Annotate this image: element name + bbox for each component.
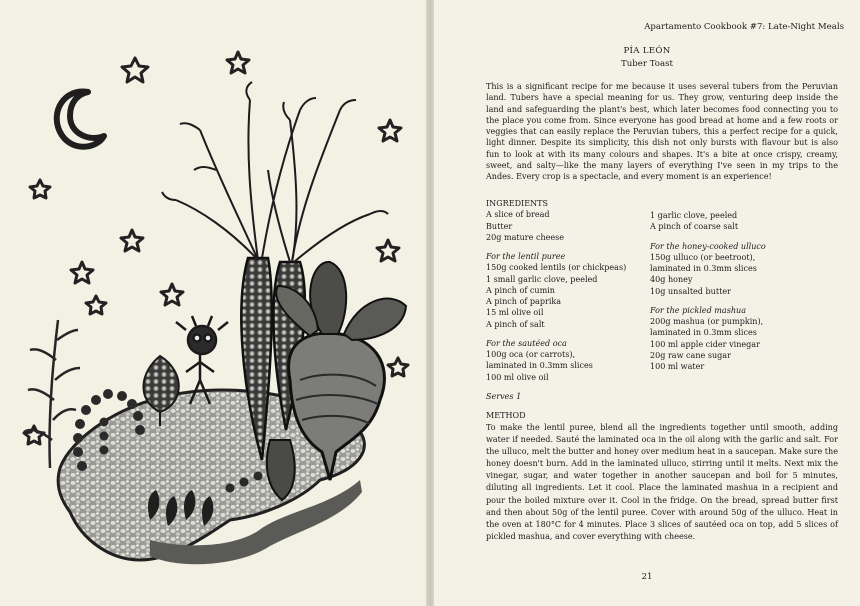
method-paragraph: To make the lentil puree, blend all the ingredients together until smooth, adding water if needed. Sauté the laminated oca in the oil along with the garlic and salt. For the ulluco, melt the butter and honey over medium heat in a saucepan. Make sure the honey doesn't burn. Add in the laminated ulluco, stirring until it melts. Next mix the vinegar, sugar, and water together in another saucepan and boil for 5 minutes, diluting all ingredients. Let it cool. Place the laminated mashua in a recipient and pour the boiled mixture over it. Cool in the fridge. On the bread, spread butter first and then about 50g of the lentil puree. Cover with around 50g of the ulluco. Heat in the oven at 180°C for 4 minutes. Place 3 slices of sautéed oca on top, add 5 slices of pickled mashua, and cover everything with cheese. bbox=[486, 423, 838, 541]
ingredients-heading: INGREDIENTS bbox=[486, 199, 549, 208]
ingredient-line: Butter bbox=[486, 221, 513, 231]
ingredient-line: 20g raw cane sugar bbox=[650, 350, 731, 360]
carrot-leaves bbox=[162, 82, 388, 262]
star-icon bbox=[388, 358, 408, 376]
method-heading: METHOD bbox=[486, 411, 526, 420]
ingredient-line: laminated in 0.3mm slices bbox=[650, 264, 757, 273]
ingredient-line: A pinch of cumin bbox=[486, 285, 555, 295]
chef-name: PÍA LEÓN bbox=[623, 46, 671, 56]
ingredient-line: 40g honey bbox=[650, 275, 693, 285]
tuber-illustration bbox=[0, 0, 428, 606]
ingredient-line: 100 ml olive oil bbox=[486, 372, 549, 382]
ingredient-line: A pinch of coarse salt bbox=[650, 222, 739, 232]
star-icon bbox=[227, 52, 249, 73]
subheading-mashua: For the pickled mashua bbox=[650, 305, 747, 315]
ingredient-line: 10g unsalted butter bbox=[650, 286, 731, 296]
ingredient-line: 15 ml olive oil bbox=[486, 308, 544, 318]
ingredient-line: 100 ml water bbox=[650, 362, 705, 371]
star-icon bbox=[121, 230, 143, 251]
star-icon bbox=[24, 426, 44, 444]
ingredient-line: A pinch of paprika bbox=[486, 297, 562, 306]
star-icon bbox=[122, 58, 148, 82]
subheading-ulluco: For the honey-cooked ulluco bbox=[650, 241, 766, 251]
ingredient-line: laminated in 0.3mm slices bbox=[650, 328, 757, 338]
moon-icon bbox=[57, 92, 104, 147]
ingredient-line: 100g oca (or carrots), bbox=[486, 350, 576, 359]
onion bbox=[143, 356, 178, 412]
ingredient-line: A slice of bread bbox=[486, 210, 550, 220]
star-icon bbox=[30, 180, 50, 198]
ingredient-line: laminated in 0.3mm slices bbox=[486, 361, 593, 371]
serves-note: Serves 1 bbox=[486, 391, 522, 401]
ingredient-line: 1 small garlic clove, peeled bbox=[486, 274, 598, 284]
recipe-title: Tuber Toast bbox=[621, 59, 673, 69]
ingredient-line: 1 garlic clove, peeled bbox=[650, 211, 738, 220]
subheading-lentil: For the lentil puree bbox=[486, 252, 566, 261]
ingredient-line: 150g ulluco (or beetroot), bbox=[650, 252, 756, 262]
page-number: 21 bbox=[641, 572, 653, 582]
intro-paragraph: This is a significant recipe for me because it uses several tubers from the Peruvian land. Tubers have a special meaning for us. They grow, venturing deep inside the land and safeguarding the plant's best, which later becomes food connecting you to the place you come from. Since everyone has good bread at home and a few roots or veggies that can easily replace the Peruvian tubers, this a perfect recipe for a quick, light dinner. Despite its simplicity, this dish not only bursts with flavour but is also fun to look at with its many colours and shapes. It's a bite at once crispy, creamy, sweet, and salty—like the many layers of everything I've seen in my trips to the Andes. Every crop is a spectacle, and every moment is an experience! bbox=[486, 82, 838, 181]
ingredients-column-left bbox=[486, 198, 656, 402]
ingredient-line: A pinch of salt bbox=[486, 319, 545, 329]
ingredient-line: 150g cooked lentils (or chickpeas) bbox=[486, 263, 627, 273]
ingredient-line: 100 ml apple cider vinegar bbox=[650, 339, 760, 349]
right-page bbox=[434, 0, 860, 606]
ingredient-line: 200g mashua (or pumpkin), bbox=[650, 317, 764, 326]
star-icon bbox=[377, 240, 399, 261]
left-page bbox=[0, 0, 428, 606]
wheat-stalk bbox=[24, 320, 80, 468]
subheading-oca: For the sautéed oca bbox=[486, 338, 567, 348]
star-icon bbox=[379, 120, 401, 141]
ingredient-line: 20g mature cheese bbox=[486, 232, 565, 242]
star-icon bbox=[86, 296, 106, 314]
ingredients-column-right bbox=[650, 210, 838, 372]
star-icon bbox=[71, 262, 93, 283]
running-head: Apartamento Cookbook #7: Late-Night Meals bbox=[644, 22, 844, 32]
star-icon bbox=[161, 284, 183, 305]
